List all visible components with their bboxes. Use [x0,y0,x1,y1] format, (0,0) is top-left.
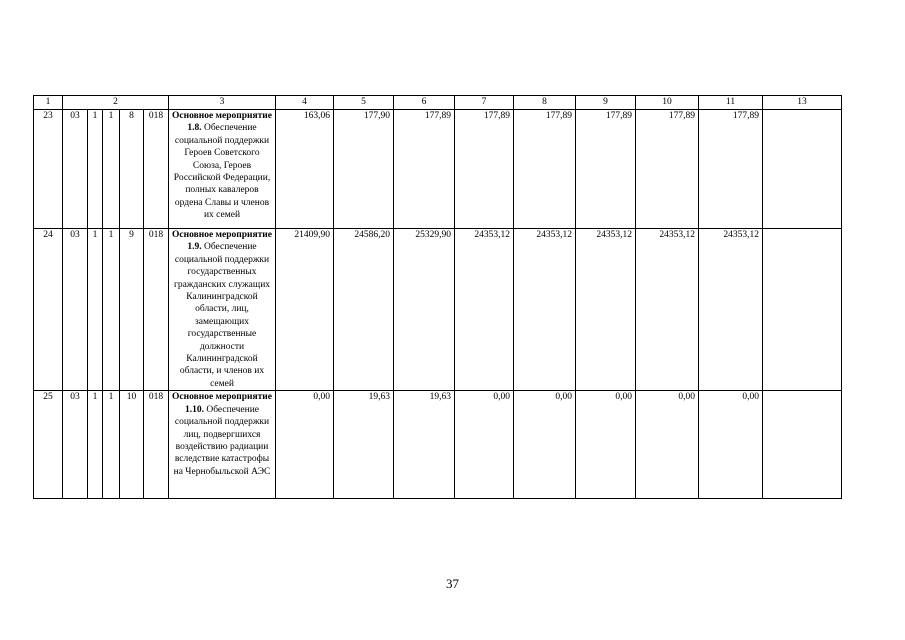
value-cell [763,110,842,229]
header-cell: 1 [34,96,63,110]
value-cell: 177,89 [455,110,514,229]
header-cell: 10 [636,96,699,110]
value-cell: 177,90 [334,110,394,229]
value-cell: 19,63 [334,391,394,499]
code-cell: 1 [88,391,103,499]
value-cell: 0,00 [514,391,576,499]
value-cell: 24353,12 [699,229,763,391]
measure-description [169,391,276,499]
code-cell: 1 [88,110,103,229]
table-row [34,391,842,499]
value-cell: 177,89 [394,110,455,229]
code-cell: 018 [144,110,169,229]
table-row [34,110,842,229]
code-cell: 018 [144,391,169,499]
code-cell: 03 [63,391,88,499]
code-cell: 1 [88,229,103,391]
header-cell: 2 [63,96,169,110]
value-cell: 177,89 [699,110,763,229]
value-cell: 177,89 [576,110,636,229]
measure-description [169,110,276,229]
row-number: 25 [34,391,63,499]
page-number: 37 [446,576,459,591]
code-cell: 1 [103,229,120,391]
value-cell: 24353,12 [514,229,576,391]
code-cell: 03 [63,229,88,391]
value-cell [763,229,842,391]
code-cell: 9 [120,229,144,391]
value-cell: 21409,90 [276,229,334,391]
measure-description [169,229,276,391]
value-cell: 0,00 [576,391,636,499]
measure-title: Основное мероприятие 1.9. [172,230,272,253]
value-cell: 0,00 [636,391,699,499]
header-cell: 8 [514,96,576,110]
value-cell: 177,89 [514,110,576,229]
row-number: 24 [34,229,63,391]
header-cell: 13 [763,96,842,110]
budget-table [33,95,842,499]
value-cell: 25329,90 [394,229,455,391]
measure-text: Обеспечение социальной поддержки государственных гражданских служащих Калининградской области, лиц, замещающих государственные должности Калининградской области, и членов их семей [173,242,271,389]
measure-title: Основное мероприятие 1.10. [172,392,272,415]
value-cell [763,391,842,499]
code-cell: 018 [144,229,169,391]
measure-title: Основное мероприятие 1.8. [172,111,272,134]
header-cell: 11 [699,96,763,110]
value-cell: 0,00 [455,391,514,499]
code-cell: 03 [63,110,88,229]
code-cell: 8 [120,110,144,229]
value-cell: 24353,12 [455,229,514,391]
table-row [34,229,842,391]
value-cell: 24586,20 [334,229,394,391]
code-cell: 1 [103,391,120,499]
measure-text: Обеспечение социальной поддержки Героев Советского Союза, Героев Российской Федерации, полных кавалеров ордена Славы и членов их семей [173,123,271,221]
value-cell: 163,06 [276,110,334,229]
header-cell: 7 [455,96,514,110]
value-cell: 177,89 [636,110,699,229]
header-cell: 9 [576,96,636,110]
value-cell: 19,63 [394,391,455,499]
value-cell: 24353,12 [636,229,699,391]
value-cell: 0,00 [276,391,334,499]
header-cell: 5 [334,96,394,110]
header-cell: 6 [394,96,455,110]
table-header-row [34,96,842,110]
value-cell: 24353,12 [576,229,636,391]
header-cell: 3 [169,96,276,110]
code-cell: 1 [103,110,120,229]
header-cell: 4 [276,96,334,110]
value-cell: 0,00 [699,391,763,499]
row-number: 23 [34,110,63,229]
measure-text: Обеспечение социальной поддержки лиц, подвергшихся воздействию радиации вследствие катастрофы на Чернобыльской АЭС [173,404,271,477]
code-cell: 10 [120,391,144,499]
